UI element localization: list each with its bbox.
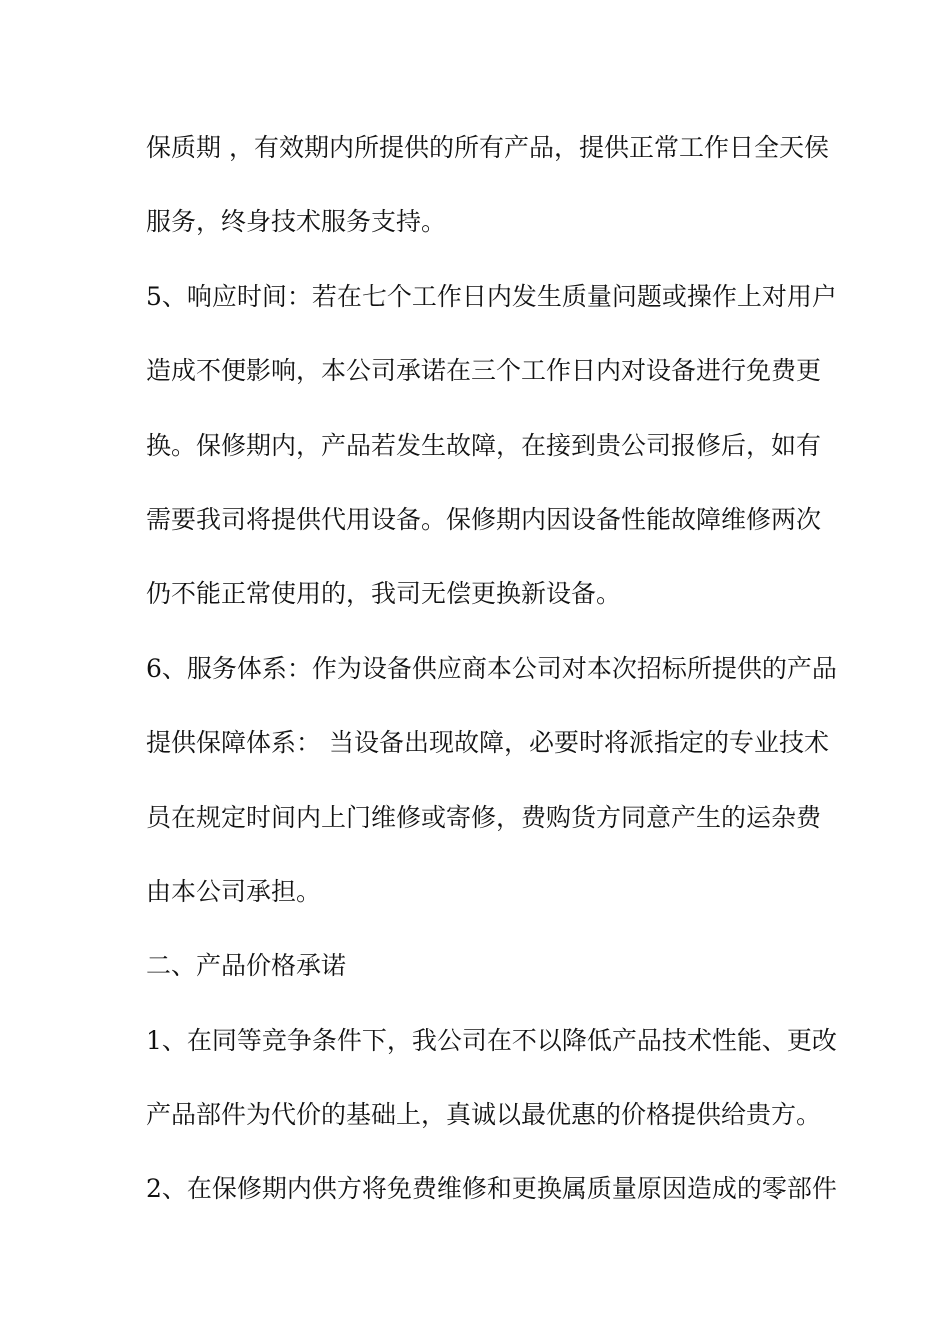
text-line-7: 仍不能正常使用的，我司无偿更换新设备。 <box>146 579 622 609</box>
text-line-15: 2、在保修期内供方将免费维修和更换属质量原因造成的零部件 <box>146 1174 837 1204</box>
text-line-11: 由本公司承担。 <box>146 876 322 906</box>
text-line-13: 1、在同等竞争条件下，我公司在不以降低产品技术性能、更改 <box>146 1025 837 1055</box>
text-line-3: 5、响应时间：若在七个工作日内发生质量问题或操作上对用户 <box>146 281 837 311</box>
text-line-1: 保质期 ，有效期内所提供的所有产品，提供正常工作日全天侯 <box>146 133 829 162</box>
text-line-14: 产品部件为代价的基础上，真诚以最优惠的价格提供给贵方。 <box>146 1100 822 1130</box>
text-line-4: 造成不便影响，本公司承诺在三个工作日内对设备进行免费更 <box>146 356 822 386</box>
body-text <box>146 130 837 1246</box>
text-line-5: 换。保修期内，产品若发生故障，在接到贵公司报修后，如有 <box>146 430 822 460</box>
text-line-6: 需要我司将提供代用设备。保修期内因设备性能故障维修两次 <box>146 504 822 534</box>
text-line-8: 6、服务体系：作为设备供应商本公司对本次招标所提供的产品 <box>146 653 837 683</box>
text-line-10: 员在规定时间内上门维修或寄修，费购货方同意产生的运杂费 <box>146 802 822 832</box>
text-line-2: 服务，终身技术服务支持。 <box>146 207 447 237</box>
text-line-9: 提供保障体系： 当设备出现故障，必要时将派指定的专业技术 <box>146 728 829 758</box>
section-heading: 二、产品价格承诺 <box>146 951 347 981</box>
